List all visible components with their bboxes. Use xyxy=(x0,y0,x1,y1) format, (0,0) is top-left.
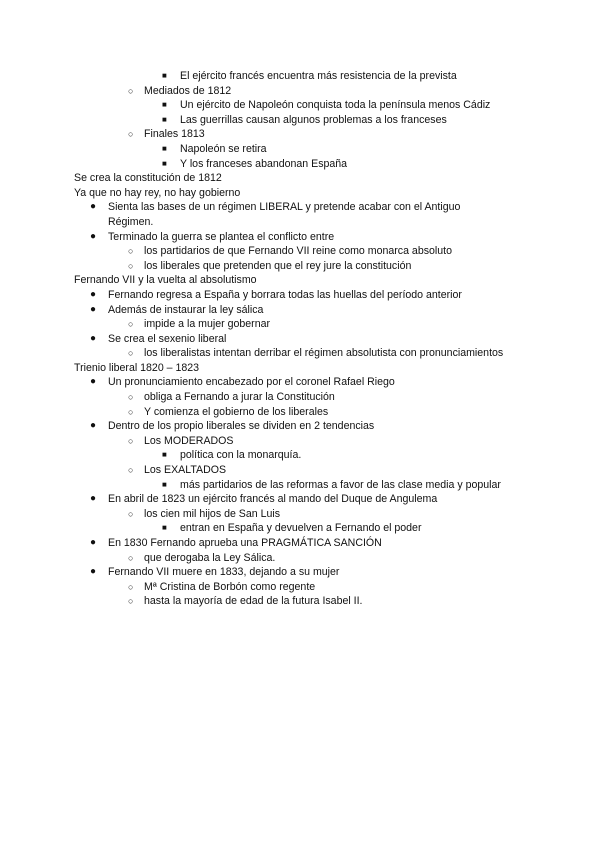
line-text: los liberalistas intentan derribar el régimen absolutista con pronunciamientos xyxy=(144,347,504,360)
list-item xyxy=(0,215,600,230)
line-text: En abril de 1823 un ejército francés al mando del Duque de Angulema xyxy=(108,493,438,506)
list-item xyxy=(0,127,600,142)
list-item xyxy=(0,594,600,609)
list-item xyxy=(0,478,600,493)
list-item xyxy=(0,390,600,405)
line-text: Finales 1813 xyxy=(144,128,205,141)
heading-line xyxy=(0,361,600,376)
bullet-disc-icon: ● xyxy=(90,420,97,432)
list-item xyxy=(0,98,600,113)
list-item xyxy=(0,507,600,522)
line-text: Trienio liberal 1820 – 1823 xyxy=(74,361,200,374)
line-text: Se crea el sexenio liberal xyxy=(108,332,227,345)
line-text: impide a la mujer gobernar xyxy=(144,318,271,331)
line-text: Fernando VII y la vuelta al absolutismo xyxy=(74,274,257,287)
line-text: Régimen. xyxy=(108,215,154,228)
bullet-square-icon: ■ xyxy=(162,523,167,533)
line-text: Fernando VII muere en 1833, dejando a su mujer xyxy=(108,566,340,579)
line-text: Mediados de 1812 xyxy=(144,84,232,97)
bullet-circle-icon: ○ xyxy=(128,435,134,446)
list-item xyxy=(0,521,600,536)
heading-line xyxy=(0,186,600,201)
line-text: que derogaba la Ley Sálica. xyxy=(144,551,276,564)
bullet-disc-icon: ● xyxy=(90,303,97,315)
line-text: En 1830 Fernando aprueba una PRAGMÁTICA SANCIÓN xyxy=(108,537,382,549)
list-item xyxy=(0,405,600,420)
bullet-disc-icon: ● xyxy=(90,201,97,213)
line-text: Terminado la guerra se plantea el conflicto entre xyxy=(108,230,335,243)
line-text: Los EXALTADOS xyxy=(144,464,227,477)
line-text: Las guerrillas causan algunos problemas a los franceses xyxy=(180,113,447,126)
list-item xyxy=(0,113,600,128)
line-text: entran en España y devuelven a Fernando el poder xyxy=(180,522,422,535)
line-text: los liberales que pretenden que el rey jure la constitución xyxy=(144,259,412,272)
bullet-circle-icon: ○ xyxy=(128,552,134,563)
list-item xyxy=(0,303,600,318)
line-text: Mª Cristina de Borbón como regente xyxy=(144,580,316,593)
list-item xyxy=(0,157,600,172)
bullet-circle-icon: ○ xyxy=(128,319,134,330)
line-text: Sienta las bases de un régimen LIBERAL y pretende acabar con el Antiguo xyxy=(108,201,461,214)
bullet-circle-icon: ○ xyxy=(128,348,134,359)
list-item xyxy=(0,565,600,580)
line-text: hasta la mayoría de edad de la futura Isabel II. xyxy=(144,595,363,608)
bullet-disc-icon: ● xyxy=(90,537,97,548)
list-item xyxy=(0,580,600,595)
list-item xyxy=(0,448,600,463)
list-item xyxy=(0,230,600,245)
list-item xyxy=(0,142,600,157)
line-text: obliga a Fernando a jurar la Constitución xyxy=(144,391,335,404)
line-text: Y los franceses abandonan España xyxy=(180,157,348,170)
line-text: Napoleón se retira xyxy=(180,142,267,155)
list-item xyxy=(0,434,600,449)
list-item xyxy=(0,259,600,274)
list-item xyxy=(0,551,600,566)
bullet-circle-icon: ○ xyxy=(128,406,134,417)
line-text: los cien mil hijos de San Luis xyxy=(144,507,281,520)
line-text: Un ejército de Napoleón conquista toda la península menos Cádiz xyxy=(180,99,491,112)
list-item xyxy=(0,288,600,303)
line-text: Además de instaurar la ley sálica xyxy=(108,303,264,316)
line-text: Ya que no hay rey, no hay gobierno xyxy=(74,186,241,199)
line-text: Dentro de los propio liberales se dividen en 2 tendencias xyxy=(108,420,375,433)
bullet-disc-icon: ● xyxy=(90,230,97,242)
line-text: los partidarios de que Fernando VII reine como monarca absoluto xyxy=(144,245,452,258)
bullet-disc-icon: ● xyxy=(90,332,97,344)
bullet-disc-icon: ● xyxy=(90,566,97,578)
bullet-circle-icon: ○ xyxy=(128,129,134,140)
heading-line xyxy=(0,171,600,186)
list-item xyxy=(0,375,600,390)
list-item xyxy=(0,84,600,99)
document-body xyxy=(0,69,600,609)
list-item xyxy=(0,317,600,332)
bullet-square-icon: ■ xyxy=(162,100,167,110)
bullet-circle-icon: ○ xyxy=(128,260,134,271)
bullet-square-icon: ■ xyxy=(162,158,167,168)
bullet-square-icon: ■ xyxy=(162,479,167,489)
bullet-circle-icon: ○ xyxy=(128,596,134,607)
list-item xyxy=(0,244,600,259)
bullet-circle-icon: ○ xyxy=(128,508,134,519)
bullet-circle-icon: ○ xyxy=(128,392,134,403)
line-text: Y comienza el gobierno de los liberales xyxy=(144,405,329,418)
bullet-circle-icon: ○ xyxy=(128,465,134,476)
list-item xyxy=(0,200,600,215)
bullet-square-icon: ■ xyxy=(162,71,167,80)
line-text: Un pronunciamiento encabezado por el coronel Rafael Riego xyxy=(108,376,395,389)
bullet-square-icon: ■ xyxy=(162,143,167,153)
line-text: política con la monarquía. xyxy=(180,449,302,462)
bullet-circle-icon: ○ xyxy=(128,581,134,592)
bullet-disc-icon: ● xyxy=(90,376,97,388)
heading-line xyxy=(0,273,600,288)
bullet-circle-icon: ○ xyxy=(128,85,134,96)
bullet-square-icon: ■ xyxy=(162,450,167,460)
line-text: más partidarios de las reformas a favor de las clase media y popular xyxy=(180,478,501,491)
bullet-disc-icon: ● xyxy=(90,493,97,505)
list-item xyxy=(0,492,600,507)
list-item xyxy=(0,346,600,361)
line-text: El ejército francés encuentra más resistencia de la prevista xyxy=(180,70,457,82)
list-item xyxy=(0,463,600,478)
line-text: Los MODERADOS xyxy=(144,434,234,447)
line-text: Se crea la constitución de 1812 xyxy=(74,172,222,185)
bullet-disc-icon: ● xyxy=(90,288,97,300)
list-item xyxy=(0,419,600,434)
list-item xyxy=(0,69,600,84)
bullet-circle-icon: ○ xyxy=(128,246,134,257)
list-item xyxy=(0,332,600,347)
list-item xyxy=(0,536,600,551)
line-text: Fernando regresa a España y borrara todas las huellas del período anterior xyxy=(108,288,462,301)
bullet-square-icon: ■ xyxy=(162,114,167,124)
